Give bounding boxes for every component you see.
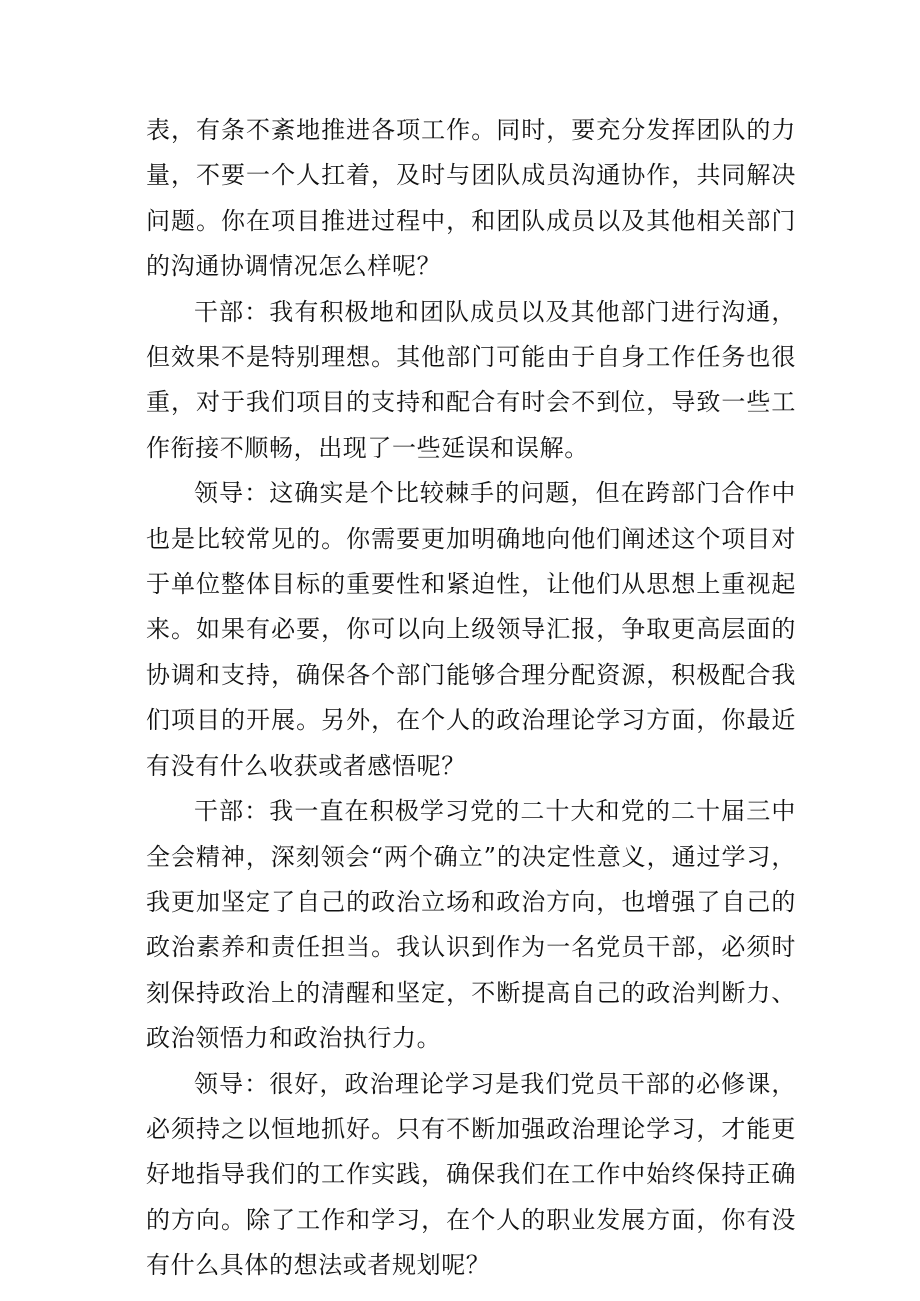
paragraph-leader-reply-2: 领导：很好，政治理论学习是我们党员干部的必修课，必须持之以恒地抓好。只有不断加强政治理论学习，才能更好地指导我们的工作实践，确保我们在工作中始终保持正确的方向。除了工作和学习，在个人的职业发展方面，你有没有什么具体的想法或者规划呢？ bbox=[146, 1069, 796, 1280]
document-body bbox=[146, 108, 796, 1289]
paragraph-continuation: 表，有条不紊地推进各项工作。同时，要充分发挥团队的力量，不要一个人扛着，及时与团队成员沟通协作，共同解决问题。你在项目推进过程中，和团队成员以及其他相关部门的沟通协调情况怎么样呢？ bbox=[146, 116, 796, 281]
paragraph-cadre-reply-2: 干部：我一直在积极学习党的二十大和党的二十届三中全会精神，深刻领会“两个确立”的决定性意义，通过学习，我更加坚定了自己的政治立场和政治方向，也增强了自己的政治素养和责任担当。我认识到作为一名党员干部，必须时刻保持政治上的清醒和坚定，不断提高自己的政治判断力、政治领悟力和政治执行力。 bbox=[146, 797, 796, 1053]
paragraph-cadre-reply-1: 干部：我有积极地和团队成员以及其他部门进行沟通，但效果不是特别理想。其他部门可能由于自身工作任务也很重，对于我们项目的支持和配合有时会不到位，导致一些工作衔接不顺畅，出现了一些延误和误解。 bbox=[146, 297, 796, 462]
paragraph-leader-reply-1: 领导：这确实是个比较棘手的问题，但在跨部门合作中也是比较常见的。你需要更加明确地向他们阐述这个项目对于单位整体目标的重要性和紧迫性，让他们从思想上重视起来。如果有必要，你可以向上级领导汇报，争取更高层面的协调和支持，确保各个部门能够合理分配资源，积极配合我们项目的开展。另外，在个人的政治理论学习方面，你最近有没有什么收获或者感悟呢？ bbox=[146, 479, 796, 780]
